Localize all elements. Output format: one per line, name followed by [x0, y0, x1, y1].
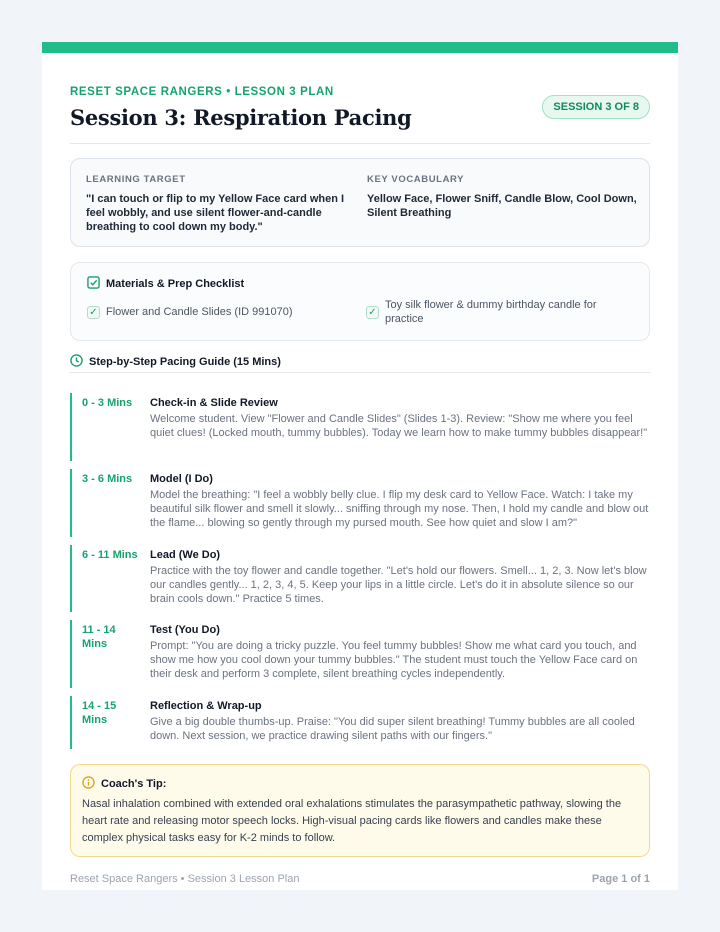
- coach-tip-heading: [82, 776, 166, 792]
- key-vocabulary-section: [367, 174, 637, 220]
- materials-title: Materials & Prep Checklist: [106, 278, 245, 290]
- pacing-step: [70, 696, 650, 749]
- step-body: Give a big double thumbs-up. Praise: "You did super silent breathing! Tummy bubbles are all cooled down. Next session, we practice drawing silent paths with our fingers.": [150, 716, 635, 742]
- step-content: [150, 623, 650, 681]
- check-icon[interactable]: ✓: [366, 306, 379, 319]
- coach-tip-card: [70, 764, 650, 857]
- step-content: [150, 548, 650, 606]
- materials-card: [70, 262, 650, 341]
- pacing-guide-title: Step-by-Step Pacing Guide (15 Mins): [89, 356, 281, 368]
- pacing-step: [70, 469, 650, 537]
- step-content: [150, 472, 650, 530]
- step-title: Lead (We Do): [150, 549, 221, 561]
- step-time: 3 - 6 Mins: [82, 473, 133, 485]
- materials-item-label: Flower and Candle Slides (ID 991070): [106, 306, 293, 318]
- step-time: 11 - 14 Mins: [82, 624, 116, 650]
- step-title: Test (You Do): [150, 624, 220, 636]
- coach-tip-title: Coach's Tip:: [101, 778, 167, 790]
- session-badge: SESSION 3 OF 8: [542, 95, 650, 119]
- materials-item[interactable]: [87, 305, 347, 319]
- check-icon[interactable]: ✓: [87, 306, 100, 319]
- step-body: Practice with the toy flower and candle together. "Let's hold our flowers. Smell... 1, 2, 3. Now let's blow our candles gently... 1, 2, 3, 4, 5. Keep your lips in a little circle. Let's do it in absolute silence so our brain cools down." Practice 5 times.: [150, 565, 647, 605]
- step-time: 0 - 3 Mins: [82, 397, 133, 409]
- step-body: Prompt: "You are doing a tricky puzzle. You feel tummy bubbles! Show me what card you touch, and show me how you cool down your tummy bubbles." The student must touch the Yellow Face card on their desk and perform 3 complete, silent breathing cycles independently.: [150, 640, 638, 680]
- pacing-guide-heading: [70, 354, 281, 370]
- step-content: [150, 699, 650, 743]
- lesson-eyebrow: RESET SPACE RANGERS • LESSON 3 PLAN: [70, 86, 334, 98]
- learning-target-card: [70, 158, 650, 247]
- step-title: Model (I Do): [150, 473, 213, 485]
- clock-icon: [70, 354, 83, 370]
- lesson-plan-page: [42, 42, 678, 890]
- pacing-step: [70, 545, 650, 612]
- pacing-guide-divider: [70, 372, 650, 373]
- materials-item-label: Toy silk flower & dummy birthday candle for practice: [385, 299, 597, 325]
- learning-target-section: [86, 174, 351, 234]
- footer-page-number: Page 1 of 1: [591, 873, 650, 885]
- materials-heading: [87, 276, 244, 292]
- step-time: 14 - 15 Mins: [82, 700, 117, 726]
- page-content: [70, 53, 650, 890]
- header-divider: [70, 143, 650, 144]
- materials-item[interactable]: [366, 298, 626, 326]
- step-body: Model the breathing: "I feel a wobbly belly clue. I flip my desk card to Yellow Face. Watch: I take my beautiful silk flower and smell it slowly... sniffing through my nose. Then, I hold my candle and blow out the flame... blowing so gently through my pursed mouth. See how quiet and slow I am?": [150, 489, 649, 529]
- step-content: [150, 396, 650, 440]
- checkbox-icon: [87, 276, 100, 292]
- pacing-step: [70, 620, 650, 688]
- footer-document-title: Reset Space Rangers • Session 3 Lesson Plan: [70, 873, 300, 885]
- key-vocabulary-text: Yellow Face, Flower Sniff, Candle Blow, Cool Down, Silent Breathing: [367, 193, 637, 219]
- key-vocabulary-label: KEY VOCABULARY: [367, 174, 465, 185]
- pacing-step: [70, 393, 650, 461]
- info-icon: [82, 776, 95, 792]
- step-time: 6 - 11 Mins: [82, 549, 138, 561]
- learning-target-text: "I can touch or flip to my Yellow Face card when I feel wobbly, and use silent flower-and-candle breathing to cool down my body.": [86, 193, 345, 233]
- coach-tip-body: Nasal inhalation combined with extended oral exhalations stimulates the parasympathetic pathway, slowing the heart rate and releasing motor speech locks. High-visual pacing cards like flowers and candles make these complex physical tasks easy for K-2 minds to follow.: [82, 798, 622, 844]
- step-title: Reflection & Wrap-up: [150, 700, 262, 712]
- page-title: Session 3: Respiration Pacing: [70, 105, 412, 130]
- step-body: Welcome student. View "Flower and Candle Slides" (Slides 1-3). Review: "Show me where you feel quiet clues! (Locked mouth, tummy bubbles). Today we learn how to make tummy bubbles disappear!": [150, 413, 648, 439]
- step-title: Check-in & Slide Review: [150, 397, 278, 409]
- learning-target-label: LEARNING TARGET: [86, 174, 186, 185]
